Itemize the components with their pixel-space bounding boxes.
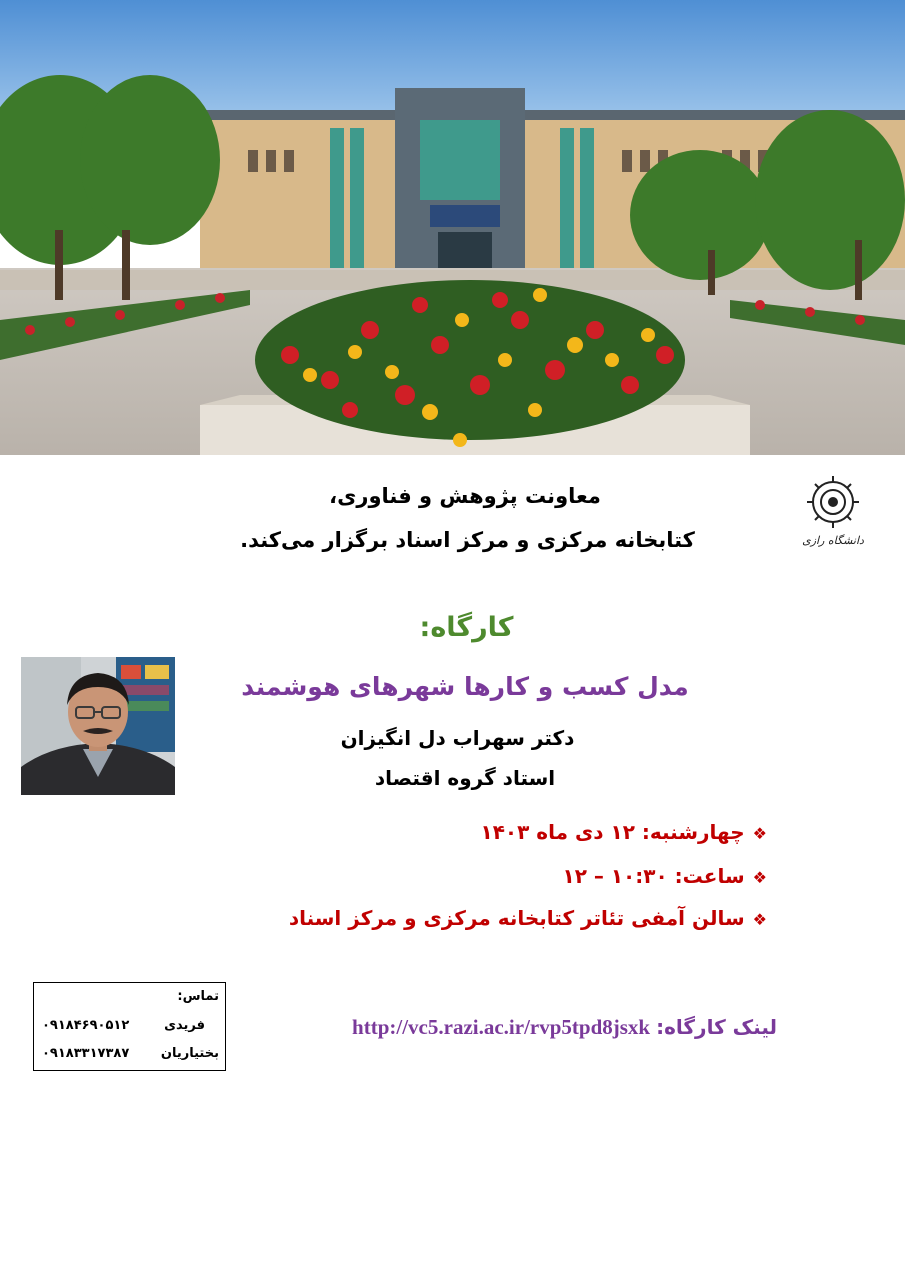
detail-date bbox=[480, 820, 767, 844]
organizer-line-2: کتابخانه مرکزی و مرکز اسناد برگزار می‌کند. bbox=[240, 528, 695, 552]
place-text: سالن آمفی تئاتر کتابخانه مرکزی و مرکز اسناد bbox=[288, 906, 745, 930]
contact-name-2: بختیاریان bbox=[160, 1046, 219, 1061]
date-text: چهارشنبه: ۱۲ دی ماه ۱۴۰۳ bbox=[480, 820, 745, 844]
contact-box bbox=[33, 982, 226, 1071]
speaker-role: استاد گروه اقتصاد bbox=[374, 766, 556, 790]
detail-place bbox=[289, 906, 767, 930]
detail-time bbox=[562, 864, 767, 888]
link-label: لینک کارگاه: bbox=[656, 1015, 777, 1039]
campus-photo bbox=[0, 0, 905, 455]
workshop-title: مدل کسب و کارها شهرهای هوشمند bbox=[241, 672, 689, 701]
contact-phone-2[interactable]: ۰۹۱۸۳۳۱۷۳۸۷ bbox=[42, 1046, 130, 1061]
time-text: ساعت: ۱۰:۳۰ – ۱۲ bbox=[562, 864, 745, 888]
contact-phone-1[interactable]: ۰۹۱۸۴۶۹۰۵۱۲ bbox=[42, 1018, 130, 1033]
contact-title: تماس: bbox=[177, 989, 219, 1004]
bullet-icon: ❖ bbox=[752, 868, 767, 887]
organizer-line-1: معاونت پژوهش و فناوری، bbox=[329, 484, 601, 508]
workshop-link-row bbox=[352, 1015, 777, 1040]
workshop-link[interactable]: http://vc5.razi.ac.ir/rvp5tpd8jsxk bbox=[352, 1015, 651, 1039]
bullet-icon: ❖ bbox=[752, 824, 767, 843]
speaker-name: دکتر سهراب دل انگیزان bbox=[340, 726, 575, 750]
workshop-label: کارگاه: bbox=[419, 612, 514, 643]
speaker-photo bbox=[21, 657, 175, 795]
logo-text: دانشگاه رازی bbox=[802, 534, 864, 547]
bullet-icon: ❖ bbox=[752, 910, 767, 929]
contact-name-1: فریدی bbox=[164, 1018, 205, 1033]
